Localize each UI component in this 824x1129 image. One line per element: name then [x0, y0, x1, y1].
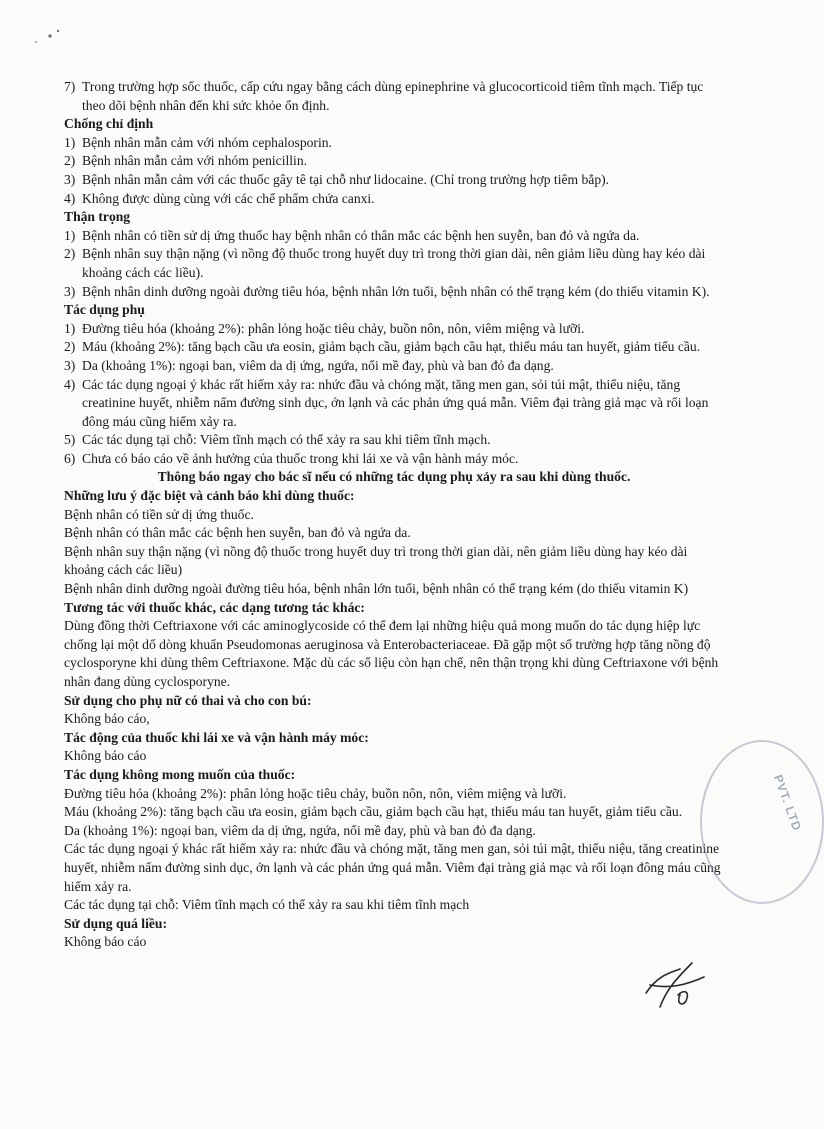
- item-text: Không được dùng cùng với các chế phẩm chứa canxi.: [82, 190, 375, 206]
- section-heading: Những lưu ý đặc biệt và cảnh báo khi dùng thuốc:: [64, 488, 355, 504]
- item-text: Các tác dụng tại chỗ: Viêm tĩnh mạch có thể xảy ra sau khi tiêm tĩnh mạch.: [82, 432, 491, 448]
- paragraph: Bệnh nhân có tiền sử dị ứng thuốc.: [64, 506, 254, 522]
- paragraph: Bệnh nhân có thân mắc các bệnh hen suyễn, ban đỏ và ngứa da.: [64, 525, 411, 541]
- item-number: 1): [64, 134, 76, 150]
- item-text: Bệnh nhân mẫn cảm với nhóm penicillin.: [82, 153, 308, 169]
- paragraph: Da (khoảng 1%): ngoại ban, viêm da dị ứng, ngứa, nổi mề đay, phù và ban đỏ đa dạng.: [64, 822, 536, 838]
- item-number: 5): [64, 432, 76, 448]
- section-heading: Tác dụng phụ: [64, 302, 145, 318]
- item-text: Các tác dụng ngoại ý khác rất hiếm xảy ra: nhức đầu và chóng mặt, tăng men gan, sỏi túi mật, thiểu niệu, tăng creatinine huyết, nhiễm nấm đường sinh dục, ớn lạnh và các phản ứng quá mẫn. Viêm đại tràng giả mạc và rối loạn đông máu cũng hiếm xảy ra.: [82, 376, 709, 429]
- numbered-item: [64, 376, 724, 432]
- paragraph: Không báo cáo: [64, 934, 147, 950]
- company-stamp: [700, 740, 824, 904]
- item-text: Trong trường hợp sốc thuốc, cấp cứu ngay bằng cách dùng epinephrine và glucocorticoid tiêm tĩnh mạch. Tiếp tục theo dõi bệnh nhân đến khi sức khỏe ổn định.: [82, 79, 704, 113]
- item-text: Chưa có báo cáo về ảnh hưởng của thuốc trong khi lái xe và vận hành máy móc.: [82, 450, 519, 466]
- item-text: Đường tiêu hóa (khoảng 2%): phân lỏng hoặc tiêu chảy, buồn nôn, nôn, viêm miệng và lưỡi.: [82, 320, 585, 336]
- item-number: 3): [64, 283, 76, 299]
- item-text: Bệnh nhân suy thận nặng (vì nồng độ thuốc trong huyết duy trì trong thời gian dài, nên giảm liều dùng hay kéo dài khoảng cách các liều).: [82, 246, 706, 280]
- section-heading: Tác động của thuốc khi lái xe và vận hành máy móc:: [64, 729, 369, 745]
- numbered-item: [64, 134, 724, 153]
- item-number: 6): [64, 450, 76, 466]
- section-heading: Sử dụng quá liều:: [64, 915, 167, 931]
- numbered-item: [64, 431, 724, 450]
- document-body: [64, 78, 724, 952]
- item-text: Bệnh nhân mẫn cảm với các thuốc gây tê tại chỗ như lidocaine. (Chỉ trong trường hợp tiêm bắp).: [82, 171, 610, 187]
- numbered-item: [64, 357, 724, 376]
- scan-specks: [28, 22, 88, 52]
- paragraph: Bệnh nhân suy thận nặng (vì nồng độ thuốc trong huyết duy trì trong thời gian dài, nên giảm liều dùng hay kéo dài khoảng cách các liều): [64, 543, 688, 578]
- section-heading: Chống chỉ định: [64, 116, 154, 132]
- paragraph: Các tác dụng ngoại ý khác rất hiếm xảy ra: nhức đầu và chóng mặt, tăng men gan, sỏi túi mật, thiểu niệu, tăng creatinine huyết, nhiễm nấm đường sinh dục, ớn lạnh và các phản ứng quá mẫn. Viêm đại tràng giả mạc và rối loạn đông máu cũng hiếm xảy ra.: [64, 841, 721, 894]
- item-number: 4): [64, 190, 76, 206]
- item-text: Bệnh nhân có tiền sử dị ứng thuốc hay bệnh nhân có thân mắc các bệnh hen suyễn, ban đỏ và ngứa da.: [82, 227, 640, 243]
- handwritten-signature: [640, 955, 710, 1015]
- section-heading: Sử dụng cho phụ nữ có thai và cho con bú:: [64, 692, 312, 708]
- item-number: 1): [64, 320, 76, 336]
- numbered-item: [64, 245, 724, 282]
- item-number: 4): [64, 376, 76, 392]
- numbered-item: [64, 171, 724, 190]
- section-heading: Thận trọng: [64, 209, 131, 225]
- item-text: Da (khoảng 1%): ngoại ban, viêm da dị ứng, ngứa, nổi mề đay, phù và ban đỏ đa dạng.: [82, 357, 554, 373]
- item-text: Bệnh nhân dinh dưỡng ngoài đường tiêu hóa, bệnh nhân lớn tuổi, bệnh nhân có thể trạng kém (do thiếu vitamin K).: [82, 283, 710, 299]
- numbered-item: [64, 320, 724, 339]
- paragraph: Dùng đồng thời Ceftriaxone với các aminoglycoside có thể đem lại những hiệu quả mong muốn do tác dụng hiệp lực chống lại một dố dòng khuẩn Pseudomonas aeruginosa và Enterobacteriaceae. Đã gặp một số trường hợp tăng nồng độ cyclosporyne khi dùng thêm Ceftriaxone. Mặc dù các số liệu còn hạn chế, nên thận trọng khi dùng Ceftriaxone với bệnh nhân đang dùng cyclosporyne.: [64, 618, 719, 689]
- notice-line: Thông báo ngay cho bác sĩ nếu có những tác dụng phụ xảy ra sau khi dùng thuốc.: [157, 469, 631, 485]
- numbered-item: [64, 450, 724, 469]
- stamp-text: PVT. LTD: [770, 772, 805, 834]
- paragraph: Máu (khoảng 2%): tăng bạch cầu ưa eosin, giảm bạch cầu, giảm bạch cầu hạt, thiếu máu tan huyết, giảm tiểu cầu.: [64, 804, 683, 820]
- item-number: 2): [64, 246, 76, 262]
- item-text: Máu (khoảng 2%): tăng bạch cầu ưa eosin, giảm bạch cầu, giảm bạch cầu hạt, thiếu máu tan huyết, giảm tiểu cầu.: [82, 339, 701, 355]
- paragraph: Không báo cáo: [64, 748, 147, 764]
- item-number: 7): [64, 79, 76, 94]
- paragraph: Bệnh nhân dinh dưỡng ngoài đường tiêu hóa, bệnh nhân lớn tuổi, bệnh nhân có thể trạng kém (do thiếu vitamin K): [64, 581, 689, 597]
- numbered-item: [64, 78, 724, 115]
- item-text: Bệnh nhân mẫn cảm với nhóm cephalosporin.: [82, 134, 332, 150]
- item-number: 3): [64, 171, 76, 187]
- paragraph: Các tác dụng tại chỗ: Viêm tĩnh mạch có thể xảy ra sau khi tiêm tĩnh mạch: [64, 897, 470, 913]
- item-number: 1): [64, 227, 76, 243]
- numbered-item: [64, 152, 724, 171]
- numbered-item: [64, 338, 724, 357]
- item-number: 3): [64, 357, 76, 373]
- paragraph: Không báo cáo,: [64, 711, 150, 727]
- numbered-item: [64, 190, 724, 209]
- paragraph: Đường tiêu hóa (khoảng 2%): phân lỏng hoặc tiêu chảy, buồn nôn, nôn, viêm miệng và lưỡi.: [64, 785, 567, 801]
- section-heading: Tác dụng không mong muốn của thuốc:: [64, 766, 296, 782]
- section-heading: Tương tác với thuốc khác, các dạng tương tác khác:: [64, 599, 365, 615]
- item-number: 2): [64, 153, 76, 169]
- item-number: 2): [64, 339, 76, 355]
- numbered-item: [64, 283, 724, 302]
- numbered-item: [64, 227, 724, 246]
